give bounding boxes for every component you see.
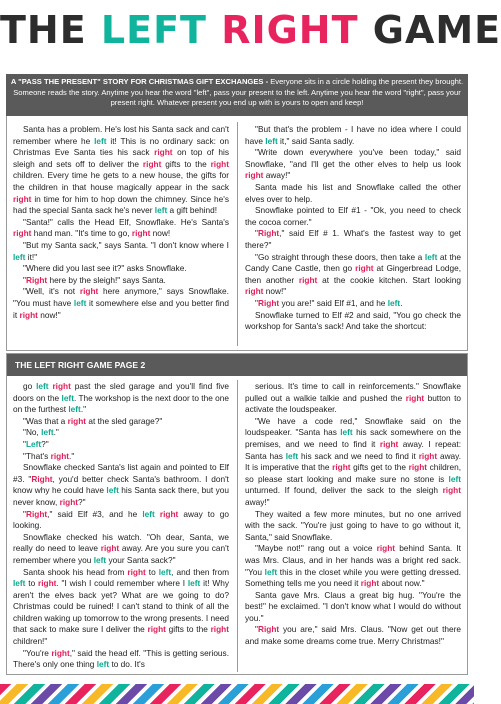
keyword-right: right <box>418 450 438 461</box>
keyword-right: right <box>59 496 79 507</box>
keyword-left: left <box>158 566 172 577</box>
keyword-right: right <box>100 543 120 554</box>
title-game: GAME <box>372 8 501 52</box>
story-page-2 <box>6 353 468 675</box>
keyword-left: left <box>265 135 278 146</box>
story-paragraph: "You're right," said the head elf. "This is getting serious. There's only one thing left to do. It's <box>13 647 230 670</box>
page1-left-column <box>13 124 229 346</box>
page2-right-column <box>245 381 461 671</box>
story-paragraph: "Right," said Elf # 1. What's the fastest way to get there?" <box>245 228 461 250</box>
keyword-right: Right <box>257 297 280 308</box>
story-paragraph: "No, left." <box>23 427 59 438</box>
intro-body: Everyone sits in a circle holding the present they brought. Someone reads the story. Anytime you hear the word "left", pass your present to the left. Anytime you hear the word "right", pass your present right. Whatever present you end up with is yours to open and keep! <box>13 77 464 107</box>
keyword-left: left <box>94 135 107 146</box>
story-paragraph: "Santa!" calls the Head Elf, Snowflake. He's Santa's right hand man. "It's time to go, right now! <box>13 216 229 239</box>
keyword-left: left <box>36 381 49 391</box>
keyword-right: right <box>131 228 151 239</box>
keyword-right: right <box>159 508 179 519</box>
keyword-right: right <box>79 286 99 297</box>
page-title <box>0 8 501 52</box>
keyword-right: right <box>210 624 230 635</box>
story-paragraph: Snowflake checked his watch. "Oh dear, Santa, we really do need to leave right away. Are you sure you can't remember where you left your Santa sack?" <box>13 531 229 565</box>
story-paragraph: serious. It's time to call in reinforcements." Snowflake pulled out a walkie talkie and pushed the right button to activate the loudspeaker. <box>245 381 461 415</box>
keyword-right: Right <box>257 624 280 635</box>
keyword-right: right <box>210 158 230 169</box>
story-paragraph: Snowflake pointed to Elf #1 - "Ok, you need to check the cocoa corner." <box>245 205 461 227</box>
title-left: LEFT <box>100 8 222 52</box>
story-paragraph: "But that's the problem - I have no idea where I could have left it," said Santa sadly. <box>245 124 461 146</box>
keyword-left: left <box>13 578 26 589</box>
story-paragraph: Santa shook his head from right to left, and then from left to right. "I wish I could remember where I left it! Why aren't the elves back yet? What are we going to do? Christmas could be ruined! I can't stand to think of all the children waking up tomorrow to the wrong presents. I need that sack to make sure I deliver the right gifts to the right children!" <box>13 566 230 647</box>
keyword-left: left <box>154 205 168 216</box>
page1-right-column <box>245 124 461 346</box>
keyword-right: right <box>127 566 146 577</box>
keyword-right: right <box>360 578 380 589</box>
keyword-left: left <box>93 554 107 565</box>
keyword-right: right <box>442 485 461 496</box>
keyword-right: right <box>50 450 70 461</box>
keyword-right: Right <box>257 228 280 239</box>
story-paragraph: "Right here by the sleigh!" says Santa. <box>23 274 166 285</box>
keyword-right: right <box>142 158 162 169</box>
story-paragraph: go left right past the sled garage and you'll find five doors on the left. The workshop is the next door to the one on the furthest left." <box>13 381 229 415</box>
keyword-right: right <box>154 147 173 158</box>
keyword-right: Right <box>25 274 48 285</box>
keyword-right: right <box>376 543 396 554</box>
keyword-right: right <box>19 309 38 320</box>
story-paragraph: "Where did you last see it?" asks Snowflake. <box>23 263 187 274</box>
keyword-left: left <box>73 297 87 308</box>
story-paragraph: "Go straight through these doors, then take a left at the Candy Cane Castle, then go right at Gingerbread Lodge, then another right at the cookie kitchen. Start looking right now!" <box>245 251 461 297</box>
story-paragraph: Santa made his list and Snowflake called the other elves over to help. <box>245 181 461 204</box>
story-paragraph: "But my Santa sack," says Santa. "I don't know where I left it!" <box>13 239 229 262</box>
keyword-right: right <box>147 624 166 635</box>
keyword-right: right <box>408 462 428 473</box>
keyword-right: right <box>355 263 374 274</box>
keyword-right: right <box>67 415 87 426</box>
keyword-right: Right <box>25 508 48 519</box>
keyword-left: left <box>448 473 461 484</box>
story-paragraph: "Left?" <box>23 438 49 449</box>
keyword-right: right <box>37 578 57 589</box>
story-paragraph: Santa gave Mrs. Claus a great big hug. "You're the best!" he exclaimed. "I don't know what I would do without you." <box>245 589 461 623</box>
keyword-right: Right <box>31 473 53 484</box>
intro-lead: A "PASS THE PRESENT" STORY FOR CHRISTMAS GIFT EXCHANGES - <box>10 77 271 86</box>
story-paragraph: "Well, it's not right here anymore," says Snowflake. "You must have left it somewhere else and you better find it right now!" <box>13 286 229 320</box>
page2-left-column <box>13 381 229 671</box>
keyword-left: left <box>61 392 74 403</box>
keyword-left: left <box>264 566 278 577</box>
story-paragraph: "Right you are," said Mrs. Claus. "Now get out there and make some dreams come true. Merry Christmas!" <box>245 624 461 647</box>
story-paragraph: "That's right." <box>23 450 75 461</box>
intro-banner <box>6 74 468 116</box>
page2-header: THE LEFT RIGHT GAME PAGE 2 <box>7 354 467 376</box>
title-the: THE <box>0 8 101 52</box>
story-paragraph: Snowflake turned to Elf #2 and said, "You go check the workshop for Santa's sack! And take the shortcut: <box>245 309 461 332</box>
story-paragraph: "Maybe not!" rang out a voice right behind Santa. It was Mrs. Claus, and in her hands was a bright red sack. "You left this in the closet while you were getting dressed. Something tells me you need it right about now." <box>245 543 461 589</box>
story-paragraph: Snowflake checked Santa's list again and pointed to Elf #3. "Right, you'd better check Santa's bathroom. I don't know why he could have left his Santa sack there, but you never know, right?" <box>13 462 229 507</box>
keyword-right: right <box>13 228 32 239</box>
story-paragraph: "Write down everywhere you've been today," said Snowflake, "and I'll get the other elves to help us look right away!" <box>245 147 461 181</box>
keyword-right: right <box>52 381 71 391</box>
keyword-right: right <box>245 170 264 181</box>
keyword-left: left <box>41 427 54 438</box>
keyword-left: left <box>68 404 81 415</box>
keyword-left: left <box>13 251 26 262</box>
keyword-left: left <box>106 485 119 496</box>
story-paragraph: "We have a code red," Snowflake said on the loudspeaker. "Santa has left his sack somewhere on the premises, and we need to find it right away. I repeat: Santa has left his sack and we need to find it right away. It is imperative that the right gifts get to the right children, so please start looking and make sure no stone is left unturned. If found, deliver the sack to the sleigh right away!" <box>245 415 462 507</box>
title-right: RIGHT <box>221 8 373 52</box>
keyword-right: right <box>379 438 399 449</box>
keyword-left: left <box>285 450 299 461</box>
keyword-right: right <box>245 286 264 297</box>
story-paragraph: They waited a few more minutes, but no one arrived with the sack. "You're just going to have to go without it, Santa," said Snowflake. <box>245 508 461 542</box>
story-paragraph: "Was that a right at the sled garage?" <box>23 415 163 426</box>
keyword-left: left <box>187 578 201 589</box>
column-divider <box>237 122 238 346</box>
keyword-left: Left <box>25 438 42 449</box>
keyword-right: right <box>298 274 318 285</box>
story-paragraph: "Right you are!" said Elf #1, and he left. <box>255 297 403 308</box>
story-paragraph: "Right," said Elf #3, and he left right away to go looking. <box>13 508 229 531</box>
column-divider <box>237 380 238 672</box>
keyword-right: right <box>13 193 32 204</box>
keyword-left: left <box>142 508 155 519</box>
keyword-right: right <box>51 647 70 658</box>
story-page-1 <box>6 116 468 351</box>
story-paragraph: Santa has a problem. He's lost his Santa sack and can't remember where he left it! This is no ordinary sack: on Christmas Eve Santa ties his sack right on top of his sleigh and sets off to deliver the right gifts to the right children. Every time he gets to a new house, the gifts for the children in that house magically appear in the sack right in time for him to hop down the chimney. Since he's had the special Santa sack he's never left a gift behind! <box>13 124 230 216</box>
keyword-right: right <box>332 462 351 473</box>
keyword-left: left <box>387 297 401 308</box>
keyword-right: right <box>405 392 425 403</box>
keyword-left: left <box>340 427 353 438</box>
decorative-stripe-border <box>0 684 474 704</box>
keyword-left: left <box>424 251 438 262</box>
keyword-left: left <box>96 659 110 670</box>
